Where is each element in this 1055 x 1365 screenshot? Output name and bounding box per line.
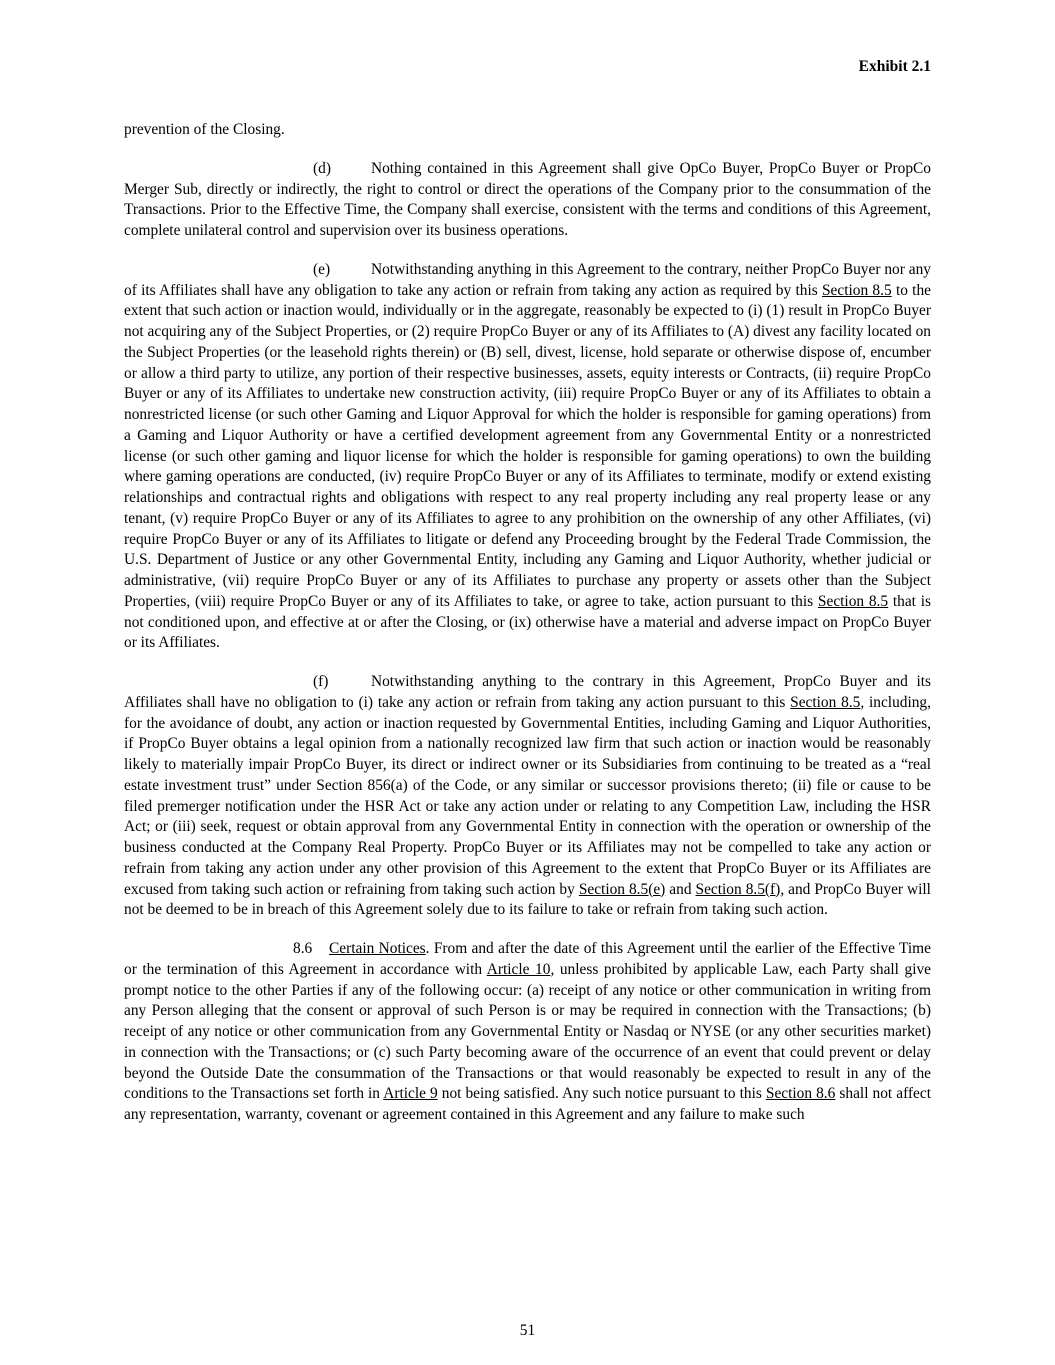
continuation-text: prevention of the Closing. <box>124 121 285 138</box>
document-body <box>124 120 931 1144</box>
article-reference: Article 10 <box>486 960 551 978</box>
section-reference: Section 8.5(e) <box>578 880 666 898</box>
paragraph-text: , including, for the avoidance of doubt, any action or inaction requested by Governmental Entities, including Gaming and Liquor Authorities, if PropCo Buyer obtains a legal opinion from a nationally recognized law firm that such action or inaction would be reasonably likely to materially impair PropCo Buyer, its direct or indirect owner or its Subsidiaries from continuing to be treated as a “real estate investment trust” under Section 856(a) of the Code, or any similar or successor provisions thereto; (ii) file or cause to be filed premerger notification under the HSR Act or take any action under or relating to any Competition Law, including the HSR Act; or (iii) seek, request or obtain approval from any Governmental Entity in connection with the operation or ownership of the business conducted at the Company Real Property. PropCo Buyer or its Affiliates may not be compelled to take any action or refrain from taking any action under any other provision of this Agreement to the extent that PropCo Buyer or its Affiliates are excused from taking such action or refraining from taking such action by <box>124 693 931 898</box>
article-reference: Article 9 <box>383 1085 438 1103</box>
paragraph-f <box>124 672 931 921</box>
paragraph-text: that is not conditioned upon, and effective at or after the Closing, or (ix) otherwise have a material and adverse impact on PropCo Buyer or its Affiliates. <box>124 592 931 652</box>
paragraph-text: shall not affect any representation, warranty, covenant or agreement contained in this Agreement and any failure to make such <box>124 1085 931 1123</box>
paragraph-text: to the extent that such action or inaction would, individually or in the aggregate, reasonably be expected to (i) (1) result in PropCo Buyer not acquiring any of the Subject Properties, or (2) require PropCo Buyer or any of its Affiliates to (A) divest any facility located on the Subject Properties (or the leasehold rights therein) or (B) sell, divest, license, hold separate or otherwise dispose of, encumber or allow a third party to utilize, any portion of their respective businesses, assets, equity interests or Contracts, (ii) require PropCo Buyer or any of its Affiliates to undertake new construction activity, (iii) require PropCo Buyer or any of its Affiliates to obtain a nonrestricted license (or such other Gaming and Liquor Approval for which the holder is responsible for gaming operations) from a Gaming and Liquor Authority or have a certified development agreement from any Governmental Entity or a nonrestricted license (or such other gaming and liquor license for which the holder is responsible for gaming operations) to own the building where gaming operations are conducted, (iv) require PropCo Buyer or any of its Affiliates to terminate, modify or extend existing relationships and contractual rights and obligations with respect to any real property including any real property lease or any tenant, (v) require PropCo Buyer or any of its Affiliates to agree to any prohibition on the ownership of any other Affiliates, (vi) require PropCo Buyer or any of its Affiliates to litigate or defend any Proceeding brought by the Federal Trade Commission, the U.S. Department of Justice or any other Governmental Entity, including any Gaming and Liquor Authority, whether judicial or administrative, (vii) require PropCo Buyer or any of its Affiliates to purchase any property or assets other than the Subject Properties, (viii) require PropCo Buyer or any of its Affiliates to take, or agree to take, action pursuant to this <box>124 281 931 610</box>
paragraph-text: . From and after the date of this Agreement until the earlier of the Effective Time or the termination of this Agreement in accordance with <box>124 940 931 978</box>
paragraph-d <box>124 159 931 242</box>
paragraph-label: (e) <box>313 260 331 278</box>
paragraph-text: Nothing contained in this Agreement shall give OpCo Buyer, PropCo Buyer or PropCo Merger Sub, directly or indirectly, the right to control or direct the operations of the Company prior to the consummation of the Transactions. Prior to the Effective Time, the Company shall exercise, consistent with the terms and conditions of this Agreement, complete unilateral control and supervision over its business operations. <box>124 159 931 239</box>
page-number: 51 <box>519 1322 536 1339</box>
paragraph-text: Notwithstanding anything to the contrary in this Agreement, PropCo Buyer and its Affiliates shall have no obligation to (i) take any action or refrain from taking any action pursuant to this <box>124 673 931 711</box>
paragraph-text: and <box>665 880 696 898</box>
paragraph-label: (f) <box>313 673 329 690</box>
section-heading: Certain Notices <box>329 940 426 957</box>
paragraph-text: Notwithstanding anything in this Agreement to the contrary, neither PropCo Buyer nor any of its Affiliates shall have any obligation to take any action or refrain from taking any action as required by this <box>124 260 931 299</box>
paragraph-text: not being satisfied. Any such notice pursuant to this <box>437 1085 766 1103</box>
paragraph-text: , and PropCo Buyer will not be deemed to be in breach of this Agreement solely due to its failure to take or refrain from taking such action. <box>124 880 931 919</box>
exhibit-label: Exhibit 2.1 <box>858 58 931 75</box>
section-reference: Section 8.5 <box>821 281 892 299</box>
section-number: 8.6 <box>293 940 313 957</box>
paragraph-text: , unless prohibited by applicable Law, each Party shall give prompt notice to the other Parties if any of the following occur: (a) receipt of any notice or other communication in writing from any Person alleging that the consent or approval of such Person is or may be required in connection with the Transactions; (b) receipt of any notice or other communication from any Governmental Entity or Nasdaq or NYSE (or any other securities market) in connection with the Transactions; or (c) such Party becoming aware of the occurrence of an event that could prevent or delay beyond the Outside Date the consummation of the Transactions or that would reasonably be expected to result in any of the conditions to the Transactions set forth in <box>124 960 932 1103</box>
section-reference: Section 8.6 <box>765 1085 836 1103</box>
section-reference: Section 8.5(f) <box>695 880 781 898</box>
section-8-6 <box>124 939 931 1126</box>
section-reference: Section 8.5 <box>817 592 889 610</box>
paragraph-e <box>124 260 931 654</box>
paragraph-label: (d) <box>313 159 331 177</box>
section-reference: Section 8.5 <box>790 693 861 711</box>
